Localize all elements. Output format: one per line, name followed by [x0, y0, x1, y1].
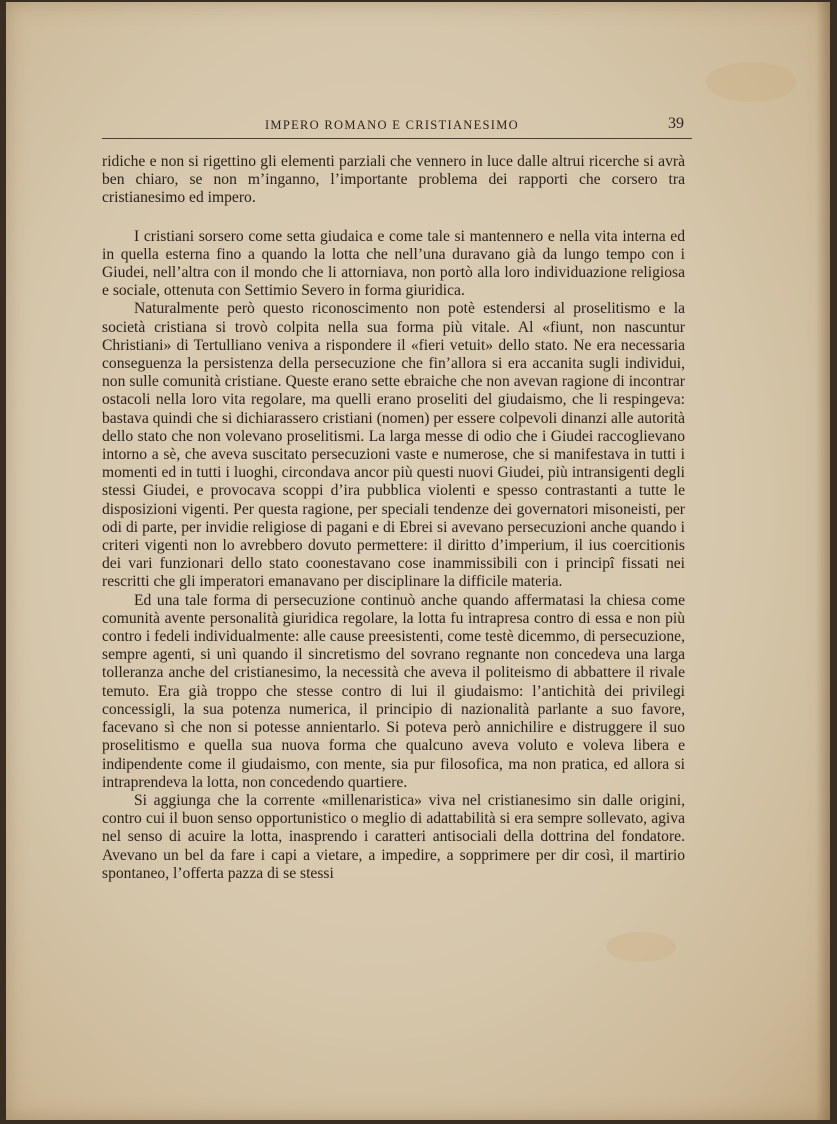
paragraph: Si aggiunga che la corrente «millenaristica» viva nel cristianesimo sin dalle origini, contro cui il buon senso opportunistico o meglio di adattabilità si era sempre sollevato, agiva nel senso di acuire la lotta, inasprendo i caratteri antisociali della dottrina del fondatore. Avevano un bel da fare i capi a vietare, a impedire, a sopprimere per dir così, il martirio spontaneo, l’offerta pazza di se stessi: [102, 791, 685, 882]
page-number: 39: [668, 115, 684, 132]
paragraph: Ed una tale forma di persecuzione continuò anche quando affermatasi la chiesa come comunità avente personalità giuridica regolare, la lotta fu intrapresa contro di essa e non più contro i fedeli individualmente: alle cause preesistenti, come testè dicemmo, di persecuzione, sempre agenti, si unì quando il sincretismo del sovrano regnante non concedeva una larga tolleranza anche del cristianesimo, la necessità che aveva il politeismo di abbattere il rivale temuto. Era già troppo che stesse contro di lui il giudaismo: l’antichità dei privilegi concessigli, la sua potenza numerica, il principio di nazionalità parlante a suo favore, facevano sì che non si potesse annientarlo. Si poteva però annichilire e distruggere il suo proselitismo e quella sua nuova forma che qualcuno aveva voluto e voleva libera e indipendente come il giudaismo, con mente, sia pur filosofica, ma non pratica, ed allora si intraprendeva la lotta, non concedendo quartiere.: [102, 591, 685, 791]
paper-stain: [606, 932, 676, 962]
page-header: [102, 114, 692, 139]
paragraph: Naturalmente però questo riconoscimento non potè estendersi al proselitismo e la società cristiana si trovò colpita nella sua forma più vitale. Al «fiunt, non nascuntur Christiani» di Tertulliano veniva a rispondere il «fieri vetuit» dello stato. Ne era necessaria conseguenza la persistenza della persecuzione che fin’allora si era accanita sugli individui, non sulle comunità cristiane. Queste erano sette ebraiche che non avevan ragione di incontrar ostacoli nella loro vita regolare, ma quelli erano proseliti del giudaismo, che li respingeva: bastava quindi che si dichiarassero cristiani (nomen) per essere colpevoli dinanzi alle autorità dello stato che non volevano proselitismi. La larga messe di odio che i Giudei raccoglievano intorno a sè, che aveva suscitato persecuzioni vaste e numerose, che si manifestava in tutti i momenti ed in tutti i luoghi, circondava ancor più questi nuovi Giudei, più intransigenti degli stessi Giudei, e provocava scoppi d’ira pubblica violenti e spesso contrastanti a tutte le disposizioni vigenti. Per questa ragione, per speciali tendenze dei governatori misoneisti, per odi di parte, per invidie religiose di pagani e di Ebrei si avevano persecuzioni anche quando i criteri vigenti non lo avrebbero dovuto permettere: il diritto d’imperium, il ius coercitionis dei vari funzionari dello stato coonestavano cose inammissibili con i principî fissati nei rescritti che gli imperatori emanavano per disciplinare la difficile materia.: [102, 300, 685, 591]
paragraph: ridiche e non si rigettino gli elementi parziali che vennero in luce dalle altrui ricerche si avrà ben chiaro, se non m’inganno, l’importante problema dei rapporti che corsero tra cristianesimo ed impero.: [102, 153, 685, 207]
body-text: [102, 153, 685, 883]
paper-stain: [706, 62, 796, 102]
book-page: [6, 2, 830, 1120]
paragraph: I cristiani sorsero come setta giudaica e come tale si mantennero e nella vita interna ed in quella esterna fino a quando la lotta che nell’una duravano già da lungo tempo con i Giudei, nell’altra con il mondo che li attorniava, non portò alla loro individuazione religiosa e sociale, ottenuta con Settimio Severo in forma giuridica.: [102, 227, 685, 300]
running-title: IMPERO ROMANO E CRISTIANESIMO: [264, 118, 520, 132]
